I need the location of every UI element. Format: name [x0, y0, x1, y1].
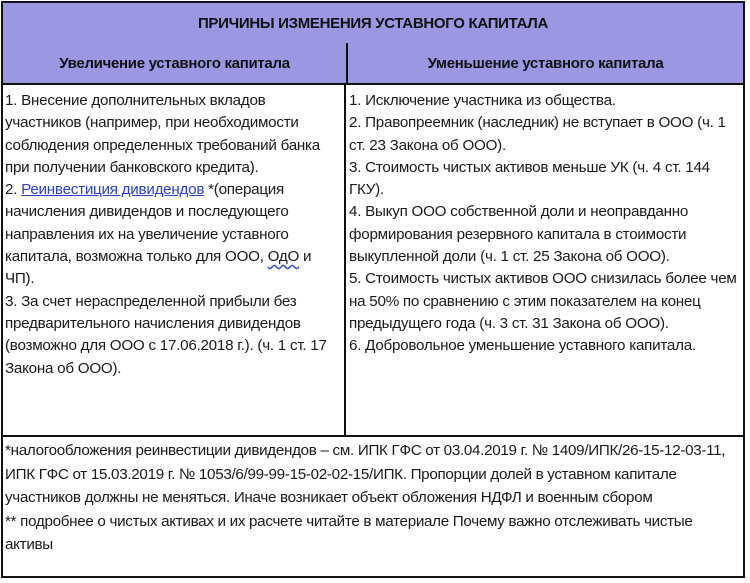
spellcheck-word: ОдО [267, 248, 300, 266]
footnote-1: *налогообложения реинвестиции дивидендов – см. ИПК ГФС от 03.04.2019 г. № 1409/ИПК/26-15-12-03-11, ИПК ГФС от 15.03.2019 г. № 1053/6/99-99-15-02-02-15/ИПК. Пропорции долей в уставном капитале участников должны не меняться. Иначе возникает объект обложения НДФЛ и военным сбором [5, 442, 726, 506]
increase-item-3: 3. За счет нераспределенной прибыли без предварительного начисления дивидендов (возможно для ООО с 17.06.2018 г.). (ч. 1 ст. 17 Закона об ООО). [5, 292, 327, 377]
decrease-reasons-cell [348, 85, 743, 435]
decrease-item-2: 2. Правопреемник (наследник) не вступает в ООО (ч. 1 ст. 23 Закона об ООО). [349, 114, 726, 154]
increase-item-2-end: и ЧП). [5, 248, 312, 288]
footnote-2: ** подробнее о чистых активах и их расчете читайте в материале Почему важно отслеживать чистые активы [5, 512, 693, 553]
increase-item-2-number: 2. [5, 181, 22, 199]
increase-reasons-cell [3, 85, 346, 435]
reasons-row [3, 85, 743, 437]
increase-item-2 [5, 179, 344, 290]
decrease-item-5: 5. Стоимость чистых активов ООО снизилась более чем на 50% по сравнению с этим показателем на конец предыдущего года (ч. 3 ст. 31 Закона об ООО). [349, 270, 737, 332]
column-header-decrease: Уменьшение уставного капитала [427, 54, 664, 72]
increase-item-1: 1. Внесение дополнительных вкладов участников (например, при необходимости соблюдения определенных требований банка при получении банковского кредита). [5, 92, 320, 176]
decrease-item-4: 4. Выкуп ООО собственной доли и неоправданно формирования резервного капитала в стоимости выкупленной доли (ч. 1 ст. 25 Закона об ООО). [349, 203, 689, 266]
column-header-row [3, 43, 743, 85]
footnotes [3, 437, 743, 576]
dividend-reinvestment-link[interactable]: Реинвестиция дивидендов [21, 181, 205, 199]
decrease-item-6: 6. Добровольное уменьшение уставного капитала. [349, 337, 696, 355]
table-title: ПРИЧИНЫ ИЗМЕНЕНИЯ УСТАВНОГО КАПИТАЛА [3, 3, 743, 45]
decrease-item-1: 1. Исключение участника из общества. [349, 92, 616, 109]
capital-change-table [1, 1, 745, 578]
decrease-item-3: 3. Стоимость чистых активов меньше УК (ч. 4 ст. 144 ГКУ). [349, 158, 710, 199]
increase-item-2-text: *(операция начисления дивидендов и последующего направления их на увеличение уставного капитала, возможна только для ООО, [5, 181, 289, 266]
column-header-increase: Увеличение уставного капитала [3, 43, 348, 83]
